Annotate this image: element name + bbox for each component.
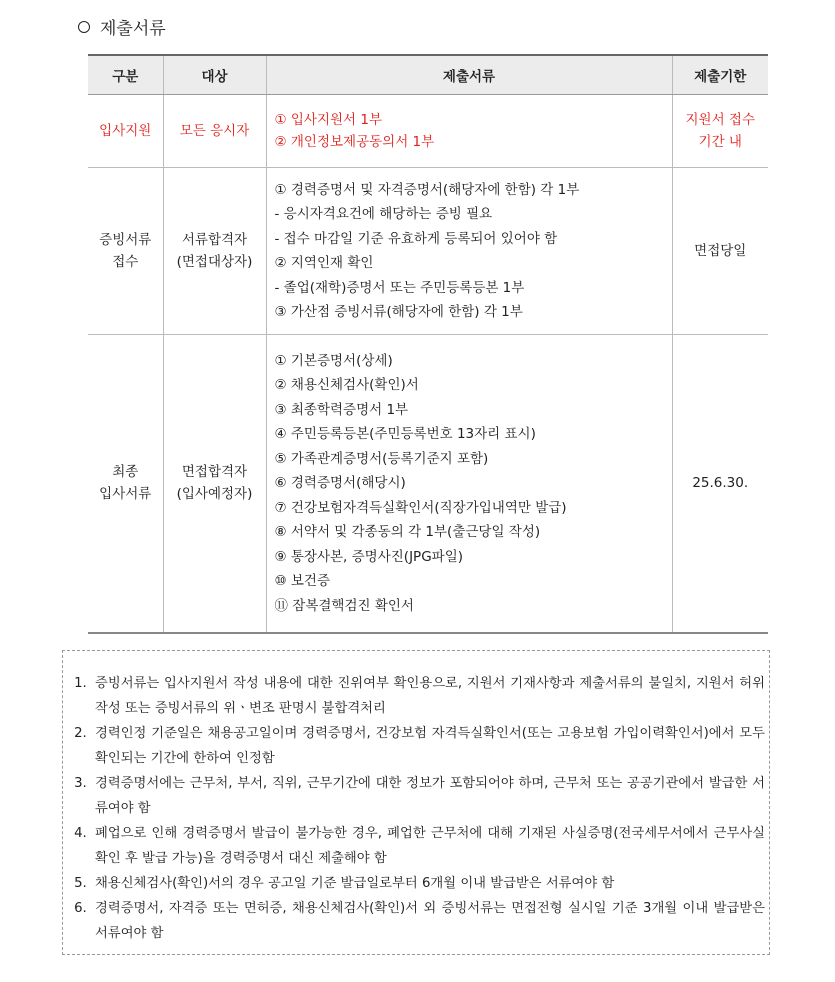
documents-cell bbox=[266, 95, 672, 168]
category-cell bbox=[88, 95, 163, 168]
deadline-cell bbox=[672, 335, 768, 633]
target-cell bbox=[163, 335, 266, 633]
cell-line: 모든 응시자 bbox=[179, 123, 250, 139]
cell-line: 입사지원 bbox=[99, 123, 152, 139]
table-row-final bbox=[88, 335, 768, 633]
document-item: ② 지역인재 확인 bbox=[274, 255, 374, 271]
table-header-row bbox=[88, 55, 768, 95]
document-item: ⑤ 가족관계증명서(등록기준지 포함) bbox=[274, 450, 489, 467]
document-item: ⑦ 건강보험자격득실확인서(직장가입내역만 발급) bbox=[274, 499, 567, 516]
document-item: ① 입사지원서 1부 bbox=[274, 112, 383, 128]
cell-line: 면접합격자 bbox=[181, 464, 248, 481]
header-target: 대상 bbox=[163, 55, 266, 95]
deadline-cell bbox=[672, 168, 768, 335]
cell-line: 지원서 접수 bbox=[685, 112, 755, 128]
cell-line: 서류합격자 bbox=[181, 232, 248, 248]
circle-bullet-icon bbox=[78, 21, 90, 33]
document-item: ⑧ 서약서 및 각종동의 각 1부(출근당일 작성) bbox=[274, 524, 541, 540]
cell-line: 증빙서류 bbox=[99, 232, 152, 248]
cell-line: 접수 bbox=[112, 254, 139, 270]
notes-list bbox=[73, 671, 765, 946]
section-title: 제출서류 bbox=[100, 19, 166, 39]
document-item: ④ 주민등록등본(주민등록번호 13자리 표시) bbox=[274, 426, 536, 442]
header-category: 구분 bbox=[88, 55, 163, 95]
header-deadline: 제출기한 bbox=[672, 55, 768, 95]
document-item: ② 개인정보제공동의서 1부 bbox=[274, 134, 435, 150]
documents-cell bbox=[266, 335, 672, 633]
document-item: ③ 가산점 증빙서류(해당자에 한함) 각 1부 bbox=[274, 304, 523, 320]
section-heading bbox=[78, 14, 166, 39]
cell-line: 입사서류 bbox=[99, 486, 152, 503]
table-row-application bbox=[88, 95, 768, 168]
document-item: ⑩ 보건증 bbox=[274, 573, 331, 589]
document-item: ⑨ 통장사본, 증명사진(JPG파일) bbox=[274, 548, 464, 565]
document-item: ⑪ 잠복결핵검진 확인서 bbox=[274, 597, 414, 614]
note-item: 1. 증빙서류는 입사지원서 작성 내용에 대한 진위여부 확인용으로, 지원서 기재사항과 제출서류의 불일치, 지원서 허위작성 또는 증빙서류의 위ㆍ변조 판명시 불합격처리 bbox=[91, 671, 765, 721]
document-item: ⑥ 경력증명서(해당시) bbox=[274, 475, 406, 491]
cell-line: 기간 내 bbox=[698, 134, 742, 150]
note-item: 6. 경력증명서, 자격증 또는 면허증, 채용신체검사(확인)서 외 증빙서류는 면접전형 실시일 기준 3개월 이내 발급받은 서류여야 함 bbox=[91, 896, 765, 946]
target-cell bbox=[163, 168, 266, 335]
table-row-evidence bbox=[88, 168, 768, 335]
cell-line: 25.6.30. bbox=[692, 475, 749, 492]
document-item: ② 채용신체검사(확인)서 bbox=[274, 377, 419, 393]
cell-line: 최종 bbox=[112, 464, 139, 481]
target-cell bbox=[163, 95, 266, 168]
notes-box bbox=[62, 650, 770, 955]
deadline-cell bbox=[672, 95, 768, 168]
document-item: - 접수 마감일 기준 유효하게 등록되어 있어야 함 bbox=[274, 230, 558, 247]
documents-cell bbox=[266, 168, 672, 335]
document-item: ① 경력증명서 및 자격증명서(해당자에 한함) 각 1부 bbox=[274, 181, 580, 198]
note-item: 3. 경력증명서에는 근무처, 부서, 직위, 근무기간에 대한 정보가 포함되어야 하며, 근무처 또는 공공기관에서 발급한 서류여야 함 bbox=[91, 771, 765, 821]
category-cell bbox=[88, 335, 163, 633]
document-item: ③ 최종학력증명서 1부 bbox=[274, 401, 409, 418]
category-cell bbox=[88, 168, 163, 335]
note-item: 2. 경력인정 기준일은 채용공고일이며 경력증명서, 건강보험 자격득실확인서(또는 고용보험 가입이력확인서)에서 모두 확인되는 기간에 한하여 인정함 bbox=[91, 721, 765, 771]
document-item: ① 기본증명서(상세) bbox=[274, 352, 393, 369]
cell-line: (입사예정자) bbox=[176, 486, 253, 503]
cell-line: (면접대상자) bbox=[176, 254, 253, 270]
document-item: - 졸업(재학)증명서 또는 주민등록등본 1부 bbox=[274, 279, 525, 296]
documents-table bbox=[88, 54, 768, 634]
header-documents: 제출서류 bbox=[266, 55, 672, 95]
note-item: 4. 폐업으로 인해 경력증명서 발급이 불가능한 경우, 폐업한 근무처에 대해 기재된 사실증명(전국세무서에서 근무사실 확인 후 발급 가능)을 경력증명서 대신 제출해야 함 bbox=[91, 821, 765, 871]
cell-line: 면접당일 bbox=[694, 243, 747, 259]
document-item: - 응시자격요건에 해당하는 증빙 필요 bbox=[274, 206, 493, 222]
note-item: 5. 채용신체검사(확인)서의 경우 공고일 기준 발급일로부터 6개월 이내 발급받은 서류여야 함 bbox=[91, 871, 765, 896]
